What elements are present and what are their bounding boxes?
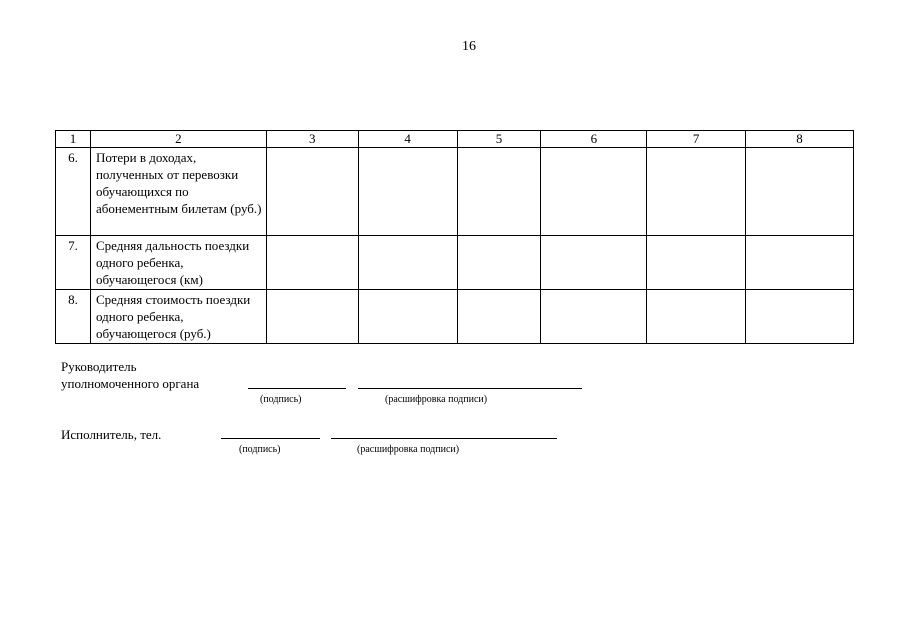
head-signature-caption: (подпись) bbox=[260, 394, 302, 405]
table-cell bbox=[266, 290, 358, 344]
table-cell bbox=[266, 236, 358, 290]
table-cell bbox=[541, 290, 647, 344]
row-label: Потери в доходах, полученных от перевозки обучающихся по абонементным билетам (руб.) bbox=[90, 148, 266, 236]
table-cell bbox=[457, 236, 541, 290]
row-label: Средняя стоимость поездки одного ребенка, обучающегося (руб.) bbox=[90, 290, 266, 344]
table-cell bbox=[647, 236, 746, 290]
column-header-4: 4 bbox=[358, 131, 457, 148]
head-transcript-line bbox=[358, 388, 582, 389]
table-cell bbox=[358, 148, 457, 236]
executor-transcript-line bbox=[331, 438, 557, 439]
head-title bbox=[61, 358, 199, 392]
row-number: 8. bbox=[56, 290, 91, 344]
executor-signature-caption: (подпись) bbox=[239, 444, 281, 455]
column-header-3: 3 bbox=[266, 131, 358, 148]
table-cell bbox=[541, 148, 647, 236]
row-number: 6. bbox=[56, 148, 91, 236]
executor-transcript-caption: (расшифровка подписи) bbox=[357, 444, 460, 455]
table-cell bbox=[457, 290, 541, 344]
column-header-5: 5 bbox=[457, 131, 541, 148]
column-header-6: 6 bbox=[541, 131, 647, 148]
column-header-2: 2 bbox=[90, 131, 266, 148]
head-transcript-caption: (расшифровка подписи) bbox=[385, 394, 488, 405]
table-cell bbox=[746, 236, 854, 290]
table-cell bbox=[541, 236, 647, 290]
executor-signature-line bbox=[221, 438, 320, 439]
head-signature-line bbox=[248, 388, 346, 389]
column-header-7: 7 bbox=[647, 131, 746, 148]
page-number: 16 bbox=[462, 39, 476, 54]
table-cell bbox=[746, 148, 854, 236]
table-cell bbox=[746, 290, 854, 344]
column-header-8: 8 bbox=[746, 131, 854, 148]
executor-title: Исполнитель, тел. bbox=[61, 427, 162, 442]
table-cell bbox=[358, 290, 457, 344]
table-cell bbox=[647, 148, 746, 236]
table-cell bbox=[358, 236, 457, 290]
table-cell bbox=[266, 148, 358, 236]
report-table bbox=[55, 130, 854, 344]
table-cell bbox=[647, 290, 746, 344]
row-label: Средняя дальность поездки одного ребенка, обучающегося (км) bbox=[90, 236, 266, 290]
head-title-line2: уполномоченного органа bbox=[61, 376, 200, 391]
table-row bbox=[56, 148, 854, 236]
column-header-1: 1 bbox=[56, 131, 91, 148]
head-title-line1: Руководитель bbox=[61, 359, 137, 374]
row-number: 7. bbox=[56, 236, 91, 290]
table-row bbox=[56, 290, 854, 344]
table-header-row bbox=[56, 131, 854, 148]
table-cell bbox=[457, 148, 541, 236]
table-row bbox=[56, 236, 854, 290]
